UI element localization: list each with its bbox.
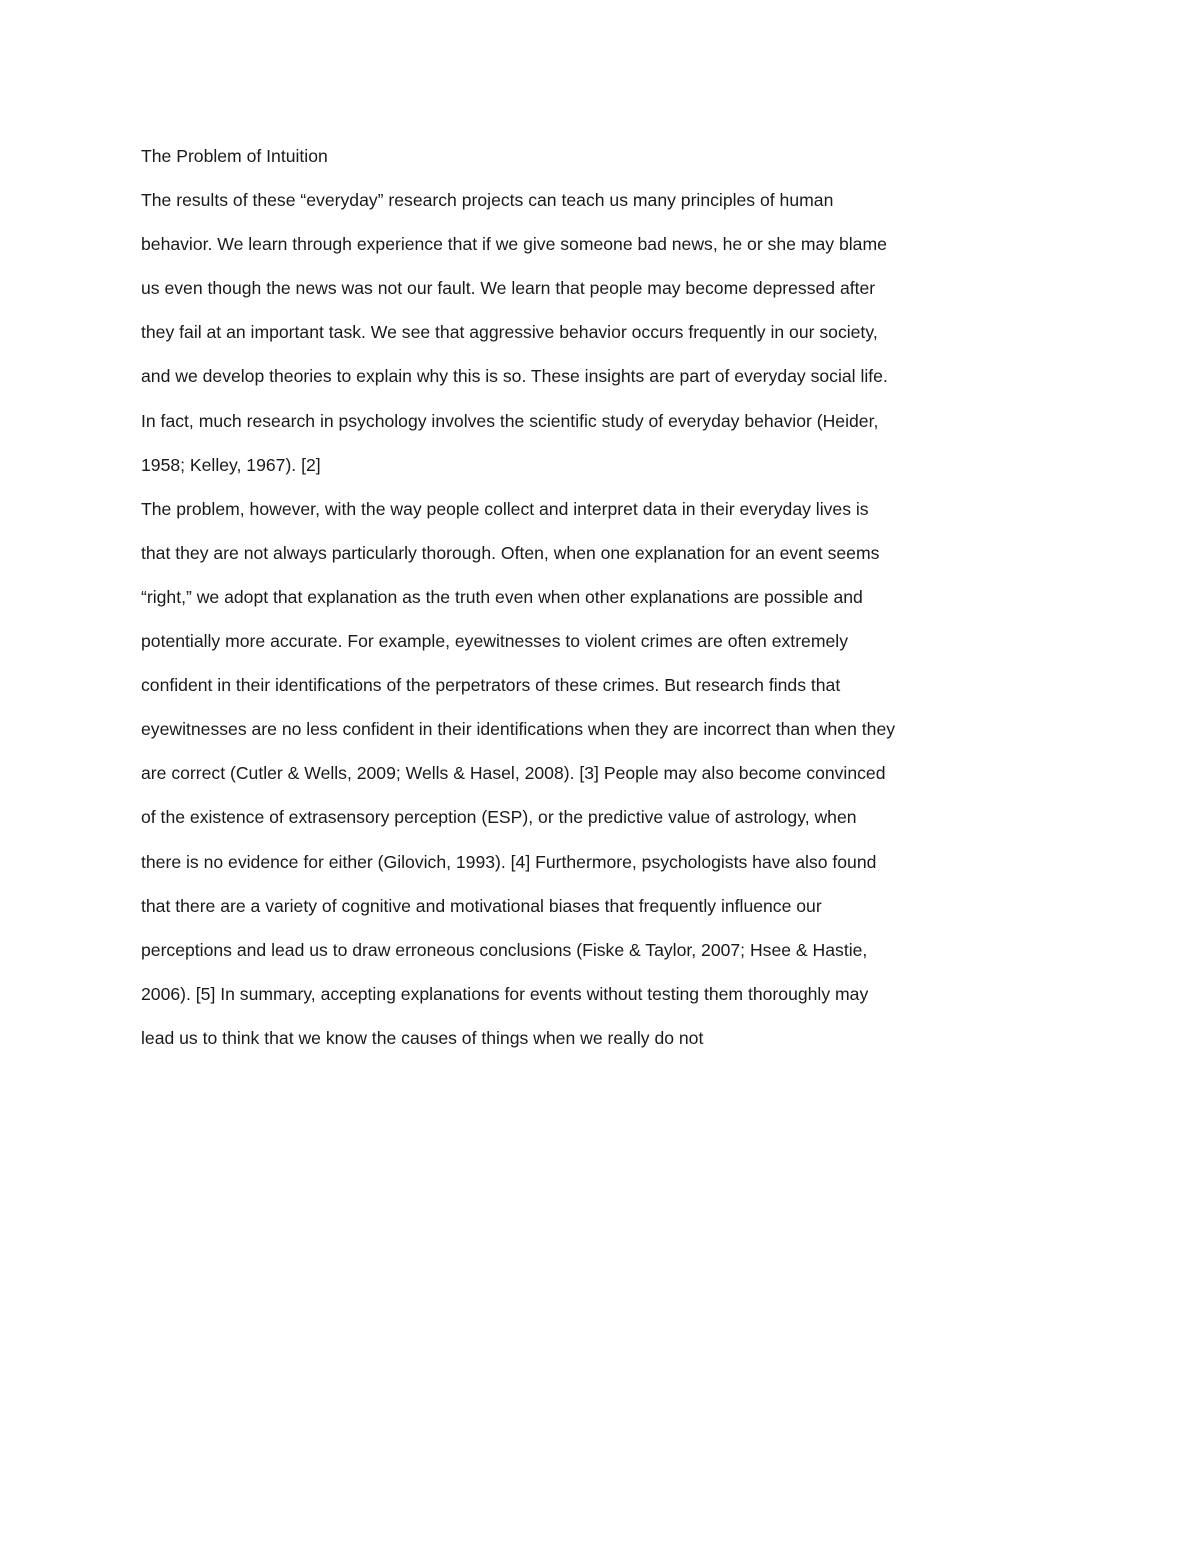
- text-line: lead us to think that we know the causes of things when we really do not: [141, 1027, 704, 1048]
- text-line: perceptions and lead us to draw erroneous conclusions (Fiske & Taylor, 2007; Hsee & Hastie,: [141, 939, 868, 960]
- text-line: potentially more accurate. For example, eyewitnesses to violent crimes are often extremely: [141, 631, 848, 652]
- text-line: us even though the news was not our fault. We learn that people may become depressed after: [141, 278, 876, 299]
- text-line: The results of these “everyday” research projects can teach us many principles of human: [141, 190, 834, 211]
- text-line: “right,” we adopt that explanation as the truth even when other explanations are possible and: [141, 586, 863, 607]
- document-title: The Problem of Intuition: [141, 146, 328, 166]
- text-line: eyewitnesses are no less confident in their identifications when they are incorrect than when they: [141, 719, 896, 740]
- text-line: are correct (Cutler & Wells, 2009; Wells & Hasel, 2008). [3] People may also become convinced: [141, 763, 886, 784]
- text-line: that they are not always particularly thorough. Often, when one explanation for an event seems: [141, 542, 880, 563]
- text-line: In fact, much research in psychology involves the scientific study of everyday behavior (Heider,: [141, 410, 879, 431]
- text-line: that there are a variety of cognitive and motivational biases that frequently influence our: [141, 895, 822, 916]
- text-line: 2006). [5] In summary, accepting explanations for events without testing them thoroughly may: [141, 983, 869, 1004]
- text-line: The problem, however, with the way people collect and interpret data in their everyday lives is: [141, 498, 869, 519]
- text-line: 1958; Kelley, 1967). [2]: [141, 454, 321, 475]
- text-line: there is no evidence for either (Gilovich, 1993). [4] Furthermore, psychologists have also found: [141, 851, 877, 872]
- text-line: behavior. We learn through experience that if we give someone bad news, he or she may blame: [141, 234, 887, 255]
- text-line: they fail at an important task. We see that aggressive behavior occurs frequently in our society,: [141, 322, 878, 343]
- text-line: and we develop theories to explain why this is so. These insights are part of everyday social life.: [141, 366, 888, 387]
- text-line: confident in their identifications of the perpetrators of these crimes. But research finds that: [141, 675, 841, 696]
- text-line: of the existence of extrasensory perception (ESP), or the predictive value of astrology, when: [141, 807, 857, 828]
- document-body: [141, 140, 1041, 1066]
